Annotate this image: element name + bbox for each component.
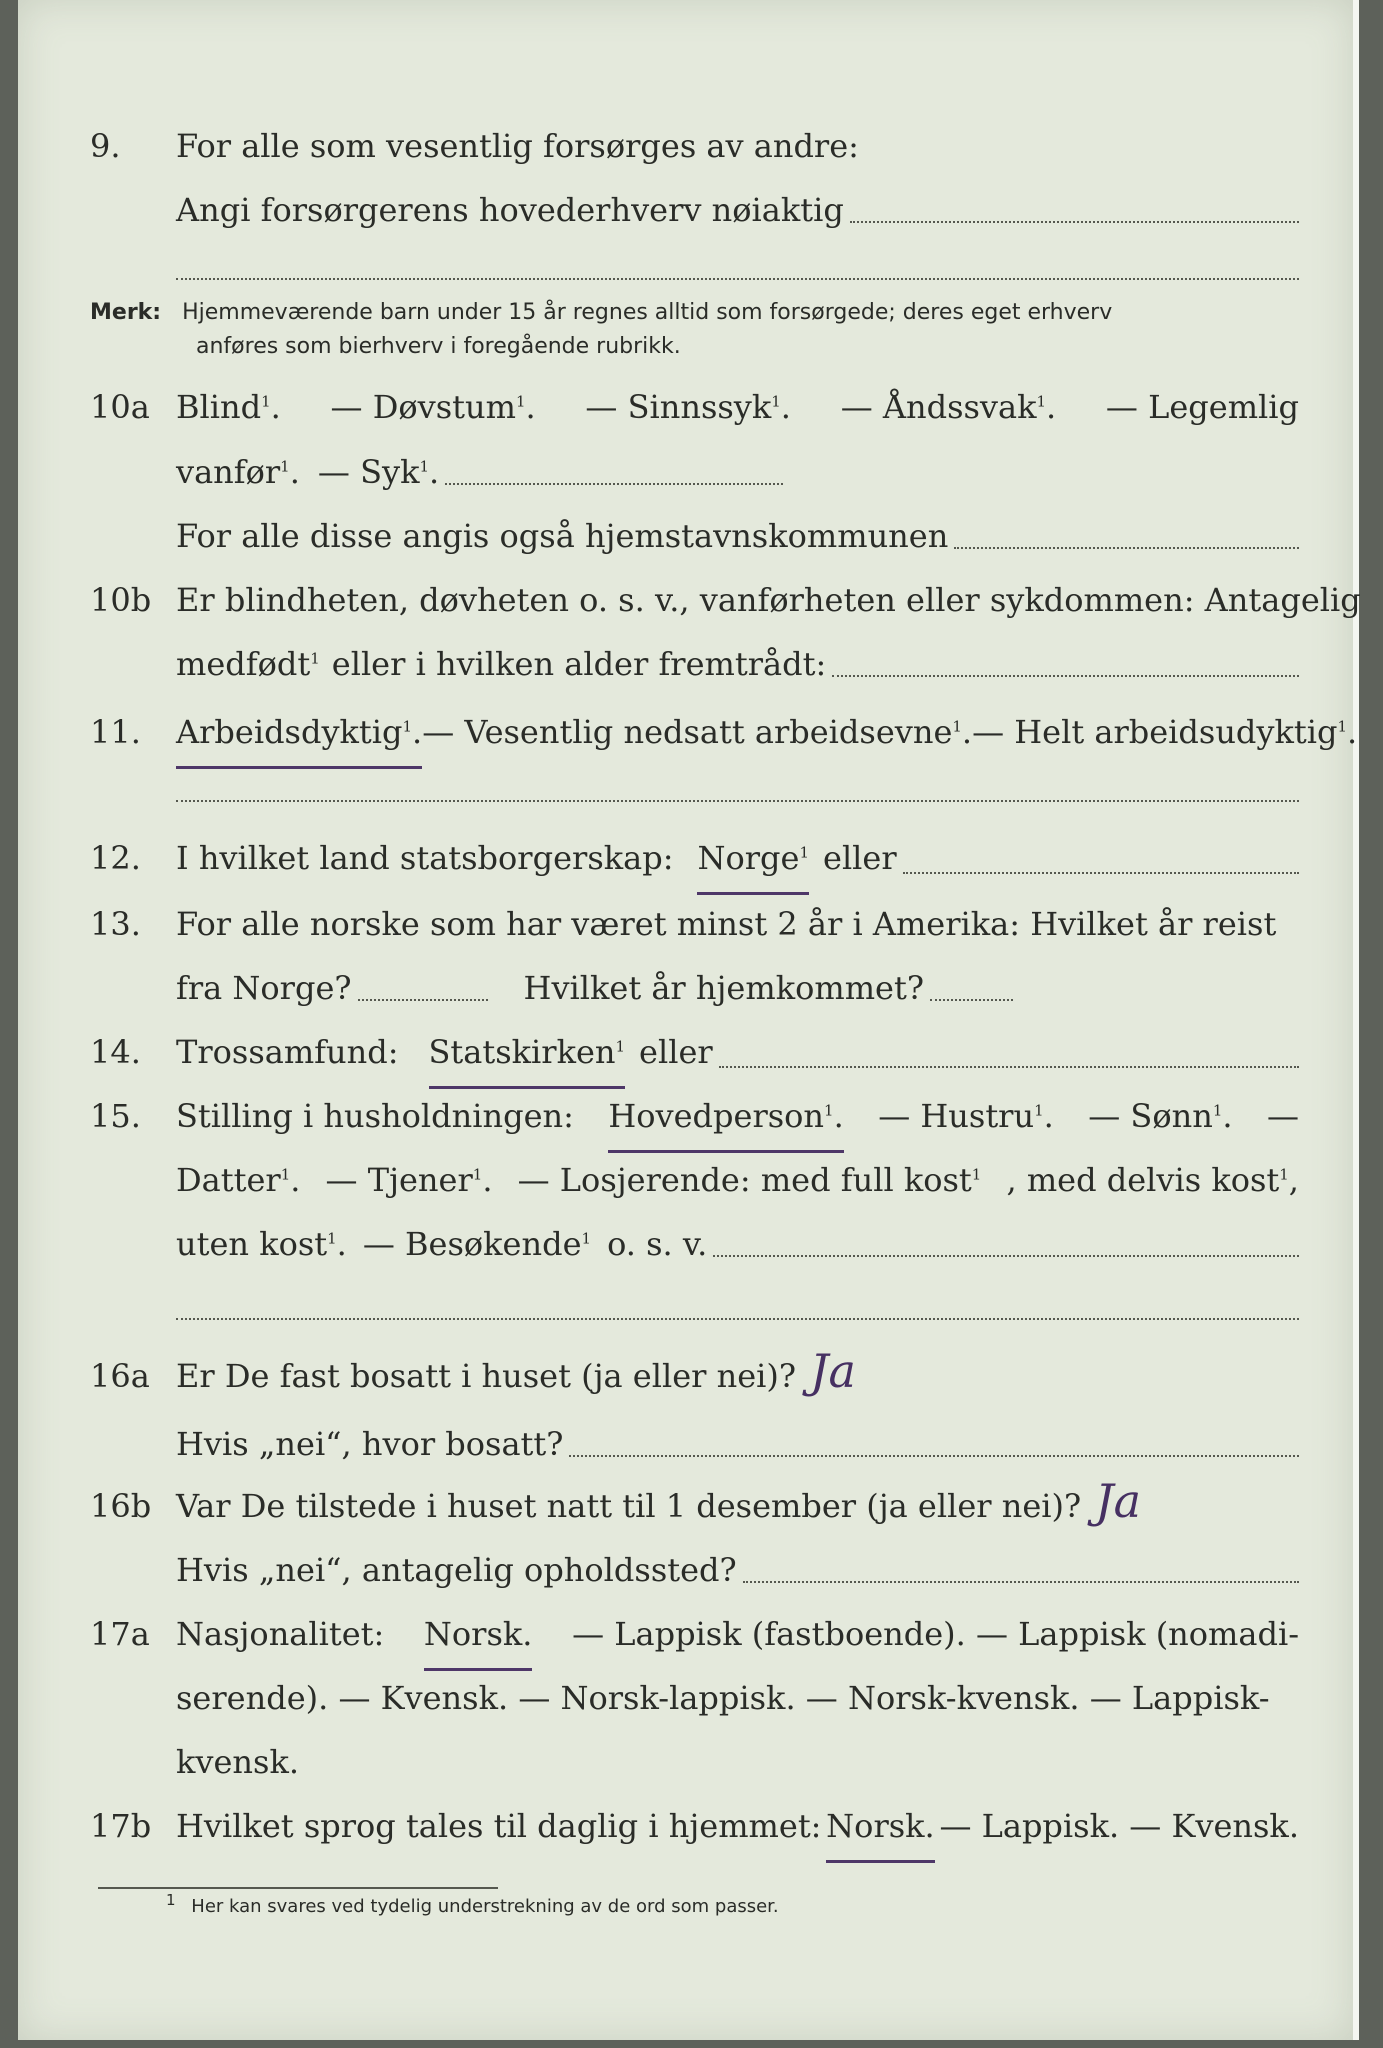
answer-line[interactable]	[445, 483, 783, 485]
option-norge[interactable]: Norge$^1$	[697, 826, 809, 895]
option-delvis-kost[interactable]: , med delvis kost$^1$,	[1006, 1161, 1299, 1199]
footnote-rule	[98, 1887, 498, 1889]
option-uten-kost[interactable]: uten kost$^1$.	[176, 1225, 347, 1263]
question-17b-row	[18, 1794, 1353, 1858]
option-arbeidsdyktig[interactable]: Arbeidsdyktig$^1$.	[176, 700, 422, 769]
answer-line[interactable]	[719, 1066, 1299, 1068]
question-text: I hvilket land statsborgerskap:	[176, 839, 674, 877]
question-12-row	[18, 826, 1353, 890]
question-number: 9.	[90, 127, 121, 165]
question-text: For alle som vesentlig forsørges av andre:	[176, 127, 859, 165]
question-10b-row-2	[18, 632, 1353, 696]
question-text: Var De tilstede i huset natt til 1 desember (ja eller nei)?	[176, 1487, 1082, 1525]
answer-line[interactable]	[743, 1581, 1299, 1583]
question-text: Stilling i husholdningen:	[176, 1097, 574, 1135]
question-text: Trossamfund:	[176, 1033, 399, 1071]
option-list: — Lappisk (fastboende). — Lappisk (nomadi-	[572, 1615, 1299, 1653]
option-list: serende). — Kvensk. — Norsk-lappisk. — Norsk-kvensk. — Lappisk-	[176, 1679, 1270, 1717]
handwritten-answer: Ja	[1095, 1474, 1142, 1528]
note-label: Merk:	[90, 300, 162, 325]
option-list: kvensk.	[176, 1743, 299, 1781]
question-text: eller	[823, 839, 897, 877]
question-text: Angi forsørgerens hovederhverv nøiaktig	[176, 191, 844, 229]
footnote-text: Her kan svares ved tydelig understrekning av de ord som passer.	[191, 1896, 779, 1917]
question-number: 16a	[90, 1357, 150, 1395]
question-10a-row-2	[18, 440, 1353, 504]
question-17a-row-2	[18, 1666, 1353, 1730]
option-vanfor[interactable]: vanfør$^1$.	[176, 453, 300, 491]
question-text: fra Norge?	[176, 969, 352, 1007]
question-text: Er blindheten, døvheten o. s. v., vanførheten eller sykdommen: Antagelig	[176, 581, 1361, 619]
question-15-row-2	[18, 1148, 1353, 1212]
answer-line[interactable]	[930, 999, 1013, 1001]
option-legemlig[interactable]: — Legemlig	[1105, 388, 1299, 426]
question-text: Hvilket sprog tales til daglig i hjemmet:	[176, 1807, 822, 1845]
question-number: 11.	[90, 713, 141, 751]
question-text: Hvis „nei“, antagelig opholdssted?	[176, 1551, 737, 1589]
question-16b-row	[18, 1474, 1353, 1538]
option-udyktig[interactable]: — Helt arbeidsudyktig$^1$.	[972, 713, 1358, 751]
question-text: For alle norske som har været minst 2 år i Amerika: Hvilket år reist	[176, 905, 1277, 943]
question-9-row	[18, 114, 1353, 178]
question-number: 14.	[90, 1033, 141, 1071]
question-17a-row	[18, 1602, 1353, 1666]
option-andssvak[interactable]: — Åndssvak$^1$.	[840, 388, 1057, 426]
question-text: Nasjonalitet:	[176, 1615, 385, 1653]
option-sinnssyk[interactable]: — Sinnssyk$^1$.	[585, 388, 791, 426]
answer-line[interactable]	[954, 547, 1299, 549]
question-16a-row	[18, 1344, 1353, 1408]
census-form-page	[18, 0, 1359, 2040]
question-15-row: 15. Stilling i husholdningen: Hovedperson$^1$. — Hustru$^1$. — Sønn$^1$. —	[18, 1084, 1353, 1148]
option-medfodt[interactable]: medfødt$^1$	[176, 645, 320, 683]
question-text: eller i hvilken alder fremtrådt:	[331, 645, 827, 683]
note-text: anføres som bierhverv i foregående rubrikk.	[196, 334, 681, 359]
question-number: 12.	[90, 839, 141, 877]
question-number: 10a	[90, 388, 150, 426]
question-13-row-2	[18, 956, 1353, 1020]
option-syk[interactable]: — Syk$^1$.	[317, 453, 440, 491]
question-17a-row-3	[18, 1730, 1353, 1794]
answer-line[interactable]	[903, 872, 1299, 874]
footnote-mark: 1	[166, 1891, 176, 1909]
answer-line[interactable]	[832, 675, 1299, 677]
answer-line[interactable]	[176, 1318, 1299, 1320]
question-16a-row-2	[18, 1412, 1353, 1476]
question-number: 10b	[90, 581, 152, 619]
question-14-row	[18, 1020, 1353, 1084]
option-full-kost[interactable]: — Losjerende: med full kost$^1$	[517, 1161, 982, 1199]
footnote	[166, 1891, 779, 1917]
option-hovedperson[interactable]: Hovedperson$^1$.	[608, 1084, 843, 1153]
answer-line[interactable]	[850, 221, 1299, 223]
question-number: 17b	[90, 1807, 152, 1845]
answer-line[interactable]	[713, 1255, 1299, 1257]
option-hustru[interactable]: — Hustru$^1$.	[878, 1097, 1054, 1135]
question-15-row-3: uten kost$^1$. — Besøkende$^1$ o. s. v.	[18, 1212, 1353, 1276]
question-11-row	[18, 700, 1358, 764]
question-10a-row-3	[18, 504, 1353, 568]
option-sonn[interactable]: — Sønn$^1$.	[1088, 1097, 1233, 1135]
question-10a-row	[18, 375, 1353, 439]
option-blind[interactable]: Blind$^1$.	[176, 388, 281, 426]
answer-line[interactable]	[569, 1455, 1299, 1457]
question-text: eller	[639, 1033, 713, 1071]
option-dovstum[interactable]: — Døvstum$^1$.	[330, 388, 536, 426]
answer-line[interactable]	[176, 800, 1299, 802]
question-number: 16b	[90, 1487, 152, 1525]
option-datter[interactable]: Datter$^1$.	[176, 1161, 301, 1199]
answer-line[interactable]	[176, 278, 1299, 280]
option-tjener[interactable]: — Tjener$^1$.	[325, 1161, 493, 1199]
handwritten-answer: Ja	[810, 1344, 856, 1398]
option-list: — Lappisk. — Kvensk.	[939, 1807, 1299, 1845]
option-nedsatt[interactable]: — Vesentlig nedsatt arbeidsevne$^1$.	[422, 713, 973, 751]
note-text: Hjemmeværende barn under 15 år regnes alltid som forsørgede; deres eget erhverv	[182, 300, 1113, 325]
question-10b-row	[18, 568, 1361, 632]
question-text: Hvilket år hjemkommet?	[523, 969, 924, 1007]
question-9-row-2	[18, 178, 1353, 242]
question-13-row	[18, 892, 1353, 956]
option-norsk[interactable]: Norsk.	[424, 1602, 533, 1671]
question-number: 17a	[90, 1615, 150, 1653]
option-besokende[interactable]: — Besøkende$^1$	[362, 1225, 592, 1263]
question-text: Hvis „nei“, hvor bosatt?	[176, 1425, 564, 1463]
question-text: For alle disse angis også hjemstavnskommunen	[176, 517, 949, 555]
question-number: 13.	[90, 905, 141, 943]
question-number: 15.	[90, 1097, 141, 1135]
question-text: Er De fast bosatt i huset (ja eller nei)?	[176, 1357, 797, 1395]
option-norsk[interactable]: Norsk.	[826, 1794, 935, 1863]
option-statskirken[interactable]: Statskirken$^1$	[429, 1020, 626, 1089]
question-16b-row-2	[18, 1538, 1353, 1602]
answer-line[interactable]	[358, 999, 488, 1001]
note-block	[90, 296, 1299, 364]
